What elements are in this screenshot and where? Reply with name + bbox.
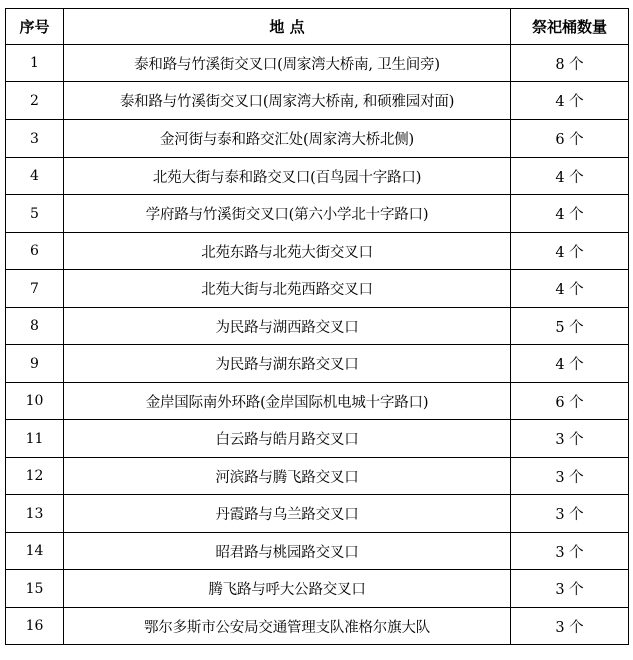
row-number: 6 — [6, 233, 64, 270]
row-count: 6 个 — [511, 383, 629, 420]
row-location: 白云路与皓月路交叉口 — [64, 420, 511, 458]
table-row — [6, 195, 629, 233]
row-number: 9 — [6, 345, 64, 383]
row-number: 10 — [6, 383, 64, 420]
row-location: 昭君路与桃园路交叉口 — [64, 533, 511, 570]
row-count: 3 个 — [511, 570, 629, 608]
table-row — [6, 533, 629, 570]
row-count: 4 个 — [511, 82, 629, 120]
row-number: 5 — [6, 195, 64, 233]
header-count: 祭祀桶数量 — [511, 9, 629, 45]
row-count: 5 个 — [511, 308, 629, 345]
row-count: 4 个 — [511, 270, 629, 308]
row-count: 3 个 — [511, 533, 629, 570]
table-row — [6, 45, 629, 82]
row-count: 8 个 — [511, 45, 629, 82]
table-row — [6, 608, 629, 645]
table-body — [6, 45, 629, 645]
row-count: 3 个 — [511, 458, 629, 495]
row-location: 金岸国际南外环路(金岸国际机电城十字路口) — [64, 383, 511, 420]
table-row — [6, 120, 629, 158]
row-location: 河滨路与腾飞路交叉口 — [64, 458, 511, 495]
row-number: 1 — [6, 45, 64, 82]
row-count: 3 个 — [511, 608, 629, 645]
table-row — [6, 82, 629, 120]
table-row — [6, 458, 629, 495]
row-location: 腾飞路与呼大公路交叉口 — [64, 570, 511, 608]
table-row — [6, 308, 629, 345]
table-row — [6, 383, 629, 420]
row-number: 14 — [6, 533, 64, 570]
row-count: 3 个 — [511, 420, 629, 458]
row-count: 4 个 — [511, 345, 629, 383]
table-row — [6, 420, 629, 458]
row-number: 2 — [6, 82, 64, 120]
row-count: 4 个 — [511, 195, 629, 233]
row-number: 13 — [6, 495, 64, 533]
row-number: 12 — [6, 458, 64, 495]
row-location: 为民路与湖西路交叉口 — [64, 308, 511, 345]
table-row — [6, 270, 629, 308]
row-location: 泰和路与竹溪街交叉口(周家湾大桥南, 卫生间旁) — [64, 45, 511, 82]
table-row — [6, 495, 629, 533]
row-number: 4 — [6, 158, 64, 195]
row-location: 为民路与湖东路交叉口 — [64, 345, 511, 383]
table-row — [6, 570, 629, 608]
row-count: 3 个 — [511, 495, 629, 533]
row-location: 北苑东路与北苑大街交叉口 — [64, 233, 511, 270]
header-location: 地 点 — [64, 9, 511, 45]
row-location: 丹霞路与乌兰路交叉口 — [64, 495, 511, 533]
row-location: 学府路与竹溪街交叉口(第六小学北十字路口) — [64, 195, 511, 233]
row-number: 15 — [6, 570, 64, 608]
row-number: 8 — [6, 308, 64, 345]
table-row — [6, 233, 629, 270]
row-count: 6 个 — [511, 120, 629, 158]
table-header-row — [6, 9, 629, 45]
row-number: 3 — [6, 120, 64, 158]
row-location: 鄂尔多斯市公安局交通管理支队准格尔旗大队 — [64, 608, 511, 645]
row-number: 7 — [6, 270, 64, 308]
row-number: 11 — [6, 420, 64, 458]
header-number: 序号 — [6, 9, 64, 45]
table-row — [6, 158, 629, 195]
ritual-bucket-table — [5, 8, 629, 645]
row-number: 16 — [6, 608, 64, 645]
row-location: 北苑大街与泰和路交叉口(百鸟园十字路口) — [64, 158, 511, 195]
row-count: 4 个 — [511, 158, 629, 195]
row-location: 金河街与泰和路交汇处(周家湾大桥北侧) — [64, 120, 511, 158]
row-location: 泰和路与竹溪街交叉口(周家湾大桥南, 和硕雅园对面) — [64, 82, 511, 120]
table-row — [6, 345, 629, 383]
row-count: 4 个 — [511, 233, 629, 270]
row-location: 北苑大街与北苑西路交叉口 — [64, 270, 511, 308]
